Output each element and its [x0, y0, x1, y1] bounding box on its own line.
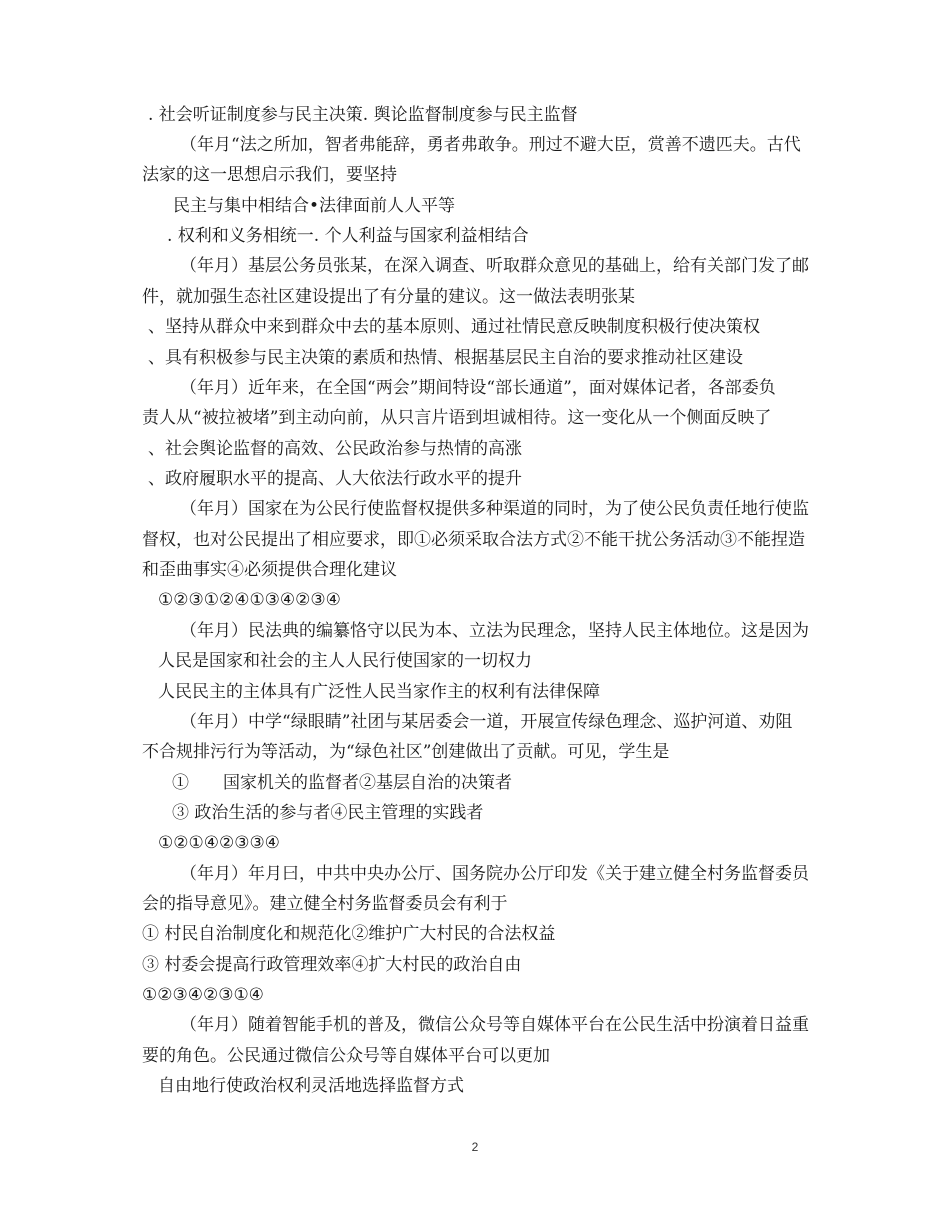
- text-line: 、坚持从群众中来到群众中去的基本原则、通过社情民意反映制度积极行使决策权: [148, 317, 760, 337]
- text-line: 督权，也对公民提出了相应要求，即①必须采取合法方式②不能干扰公务活动③不能捏造: [142, 530, 805, 550]
- page-number: 2: [471, 1140, 479, 1154]
- text-line: 会的指导意见》。建立健全村务监督委员会有利于: [142, 894, 508, 914]
- text-line: （年月）年月曰，中共中央办公厅、国务院办公厅印发《关于建立健全村务监督委员: [180, 864, 809, 884]
- text-line: （年月）民法典的编纂恪守以民为本、立法为民理念，坚持人民主体地位。这是因为: [180, 621, 809, 641]
- text-line: （年月）国家在为公民行使监督权提供多种渠道的同时，为了使公民负责任地行使监: [180, 499, 809, 519]
- text-line: 要的角色。公民通过微信公众号等自媒体平台可以更加: [142, 1046, 550, 1066]
- text-line: 、政府履职水平的提高、人大依法行政水平的提升: [148, 469, 522, 489]
- text-line: 责人从“被拉被堵”到主动向前，从只言片语到坦诚相待。这一变化从一个侧面反映了: [142, 408, 772, 428]
- text-line: ① 村民自治制度化和规范化②维护广大村民的合法权益: [142, 924, 556, 944]
- text-line: （年月）随着智能手机的普及，微信公众号等自媒体平台在公民生活中扮演着日益重: [180, 1015, 809, 1035]
- text-line: 和歪曲事实④必须提供合理化建议: [142, 560, 397, 580]
- text-line: . 权利和义务相统一. 个人利益与国家利益相结合: [167, 226, 529, 246]
- text-line: 、具有积极参与民主决策的素质和热情、根据基层民主自治的要求推动社区建设: [148, 348, 743, 368]
- text-line: ③ 村委会提高行政管理效率④扩大村民的政治自由: [142, 955, 522, 975]
- text-line: ③ 政治生活的参与者④民主管理的实践者: [172, 803, 484, 823]
- text-line: （年月）近年来，在全国“两会”期间特设“部长通道”，面对媒体记者，各部委负: [180, 378, 776, 398]
- text-line: 不合规排污行为等活动，为“绿色社区”创建做出了贡献。可见，学生是: [142, 742, 670, 762]
- text-line: （年月“法之所加，智者弗能辞，勇者弗敢争。刑过不避大臣，赏善不遗匹夫。古代: [180, 135, 801, 155]
- text-line: 、社会舆论监督的高效、公民政治参与热情的高涨: [148, 439, 522, 459]
- text-line: 自由地行使政治权利灵活地选择监督方式: [158, 1076, 464, 1096]
- text-line: （年月）基层公务员张某，在深入调查、听取群众意见的基础上，给有关部门发了邮: [180, 256, 809, 276]
- text-line: ①②③①②④①③④②③④: [158, 590, 341, 610]
- text-line: ①②①④②③③④: [158, 833, 280, 853]
- text-line: ① 国家机关的监督者②基层自治的决策者: [172, 773, 512, 793]
- text-line: （年月）中学“绿眼睛”社团与某居委会一道，开展宣传绿色理念、巡护河道、劝阻: [180, 712, 793, 732]
- text-line: . 社会听证制度参与民主决策. 舆论监督制度参与民主监督: [148, 105, 578, 125]
- text-line: 人民民主的主体具有广泛性人民当家作主的权利有法律保障: [158, 682, 600, 702]
- text-line: 件，就加强生态社区建设提出了有分量的建议。这一做法表明张某: [142, 287, 635, 307]
- text-line: 民主与集中相结合•法律面前人人平等: [173, 196, 456, 216]
- text-line: ①②③④②③①④: [142, 985, 264, 1005]
- text-line: 人民是国家和社会的主人人民行使国家的一切权力: [158, 651, 532, 671]
- text-line: 法家的这一思想启示我们，要坚持: [142, 165, 397, 185]
